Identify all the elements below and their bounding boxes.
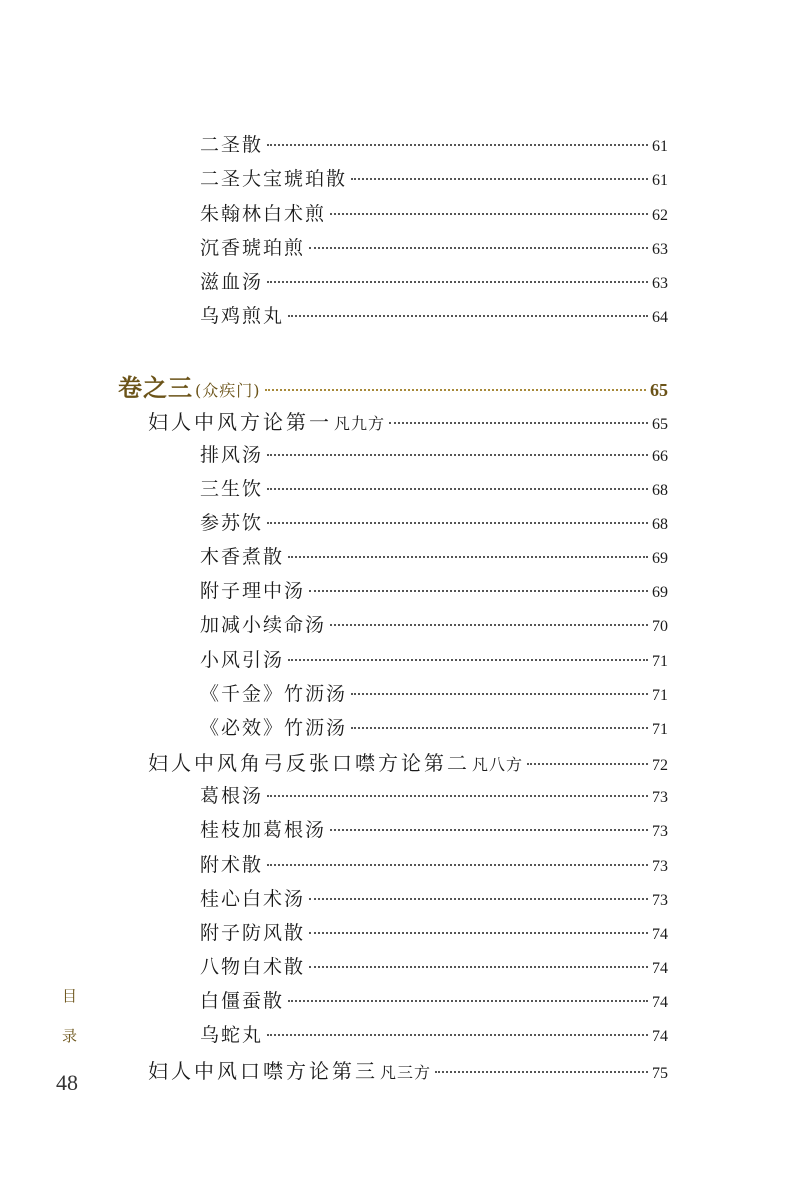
entry-page: 74 [652, 926, 668, 943]
toc-entry[interactable] [200, 576, 668, 603]
entry-page: 73 [652, 823, 668, 840]
entry-page: 68 [652, 516, 668, 533]
entry-page: 73 [652, 858, 668, 875]
toc-entry[interactable] [200, 645, 668, 672]
toc-entry[interactable] [200, 440, 668, 467]
toc-section[interactable] [148, 1055, 668, 1084]
entry-title: 参苏饮 [200, 512, 264, 534]
toc-entry[interactable] [200, 781, 668, 808]
dot-leader [309, 898, 648, 900]
dot-leader [267, 488, 648, 490]
section-note: 凡三方 [380, 1063, 432, 1082]
entry-page: 62 [652, 207, 668, 224]
entry-title: 附子理中汤 [200, 580, 306, 602]
dot-leader [267, 144, 648, 146]
toc-entry[interactable] [200, 267, 668, 294]
entry-title: 小风引汤 [200, 649, 285, 671]
dot-leader [288, 556, 648, 558]
entry-title: 《千金》竹沥汤 [200, 683, 348, 705]
entry-title: 朱翰林白术煎 [200, 203, 327, 225]
entry-page: 71 [652, 687, 668, 704]
entry-title: 加减小续命汤 [200, 614, 327, 636]
entry-page: 63 [652, 275, 668, 292]
dot-leader [267, 795, 648, 797]
entry-title: 桂心白术汤 [200, 888, 306, 910]
entry-page: 61 [652, 138, 668, 155]
dot-leader [330, 624, 648, 626]
toc-entry[interactable] [200, 713, 668, 740]
entry-title: 八物白术散 [200, 956, 306, 978]
entry-page: 69 [652, 550, 668, 567]
dot-leader [265, 389, 647, 391]
volume-page: 65 [650, 380, 668, 400]
entry-page: 64 [652, 309, 668, 326]
entry-title: 排风汤 [200, 444, 264, 466]
toc-entry[interactable] [200, 301, 668, 328]
section-note: 凡九方 [334, 414, 386, 433]
entry-page: 71 [652, 653, 668, 670]
entry-page: 66 [652, 448, 668, 465]
entry-page: 68 [652, 482, 668, 499]
toc-entry[interactable] [200, 542, 668, 569]
entry-title: 二圣散 [200, 134, 264, 156]
section-page: 72 [652, 757, 668, 774]
dot-leader [309, 966, 648, 968]
dot-leader [330, 213, 648, 215]
entry-title: 滋血汤 [200, 271, 264, 293]
dot-leader [309, 590, 648, 592]
entry-page: 69 [652, 584, 668, 601]
page-number: 48 [56, 1070, 78, 1095]
entry-title: 二圣大宝琥珀散 [200, 168, 348, 190]
entry-page: 74 [652, 1028, 668, 1045]
volume-title: 卷之三 [118, 373, 193, 402]
side-label-lu: 录 [62, 1027, 78, 1045]
toc-volume-heading[interactable] [118, 368, 668, 403]
entry-title: 木香煮散 [200, 546, 285, 568]
dot-leader [288, 659, 648, 661]
toc-entry[interactable] [200, 164, 668, 191]
section-title: 妇人中风方论第一 [148, 410, 332, 434]
toc-entry[interactable] [200, 952, 668, 979]
dot-leader [330, 829, 648, 831]
dot-leader [288, 315, 648, 317]
entry-page: 74 [652, 994, 668, 1011]
toc-entry[interactable] [200, 1020, 668, 1047]
toc-entry[interactable] [200, 474, 668, 501]
dot-leader [351, 178, 648, 180]
toc-entry[interactable] [200, 679, 668, 706]
toc-section[interactable] [148, 747, 668, 776]
toc-entry[interactable] [200, 986, 668, 1013]
entry-title: 葛根汤 [200, 785, 264, 807]
dot-leader [309, 247, 648, 249]
entry-title: 桂枝加葛根汤 [200, 819, 327, 841]
dot-leader [267, 454, 648, 456]
dot-leader [267, 281, 648, 283]
dot-leader [267, 522, 648, 524]
toc-entry[interactable] [200, 884, 668, 911]
dot-leader [435, 1071, 648, 1073]
entry-page: 63 [652, 241, 668, 258]
entry-page: 73 [652, 892, 668, 909]
entry-title: 白僵蚕散 [200, 990, 285, 1012]
dot-leader [309, 932, 648, 934]
entry-page: 74 [652, 960, 668, 977]
section-page: 75 [652, 1065, 668, 1082]
toc-entry[interactable] [200, 815, 668, 842]
entry-page: 71 [652, 721, 668, 738]
toc-entry[interactable] [200, 508, 668, 535]
entry-title: 沉香琥珀煎 [200, 237, 306, 259]
section-title: 妇人中风角弓反张口噤方论第二 [148, 751, 470, 775]
entry-title: 《必效》竹沥汤 [200, 717, 348, 739]
toc-entry[interactable] [200, 199, 668, 226]
entry-title: 附术散 [200, 854, 264, 876]
section-note: 凡八方 [472, 755, 524, 774]
entry-page: 73 [652, 789, 668, 806]
toc-entry[interactable] [200, 850, 668, 877]
entry-title: 附子防风散 [200, 922, 306, 944]
dot-leader [527, 763, 648, 765]
entry-page: 70 [652, 618, 668, 635]
volume-note: (众疾门) [195, 381, 261, 400]
section-title: 妇人中风口噤方论第三 [148, 1059, 378, 1083]
entry-page: 61 [652, 172, 668, 189]
entry-title: 乌蛇丸 [200, 1024, 264, 1046]
toc-section[interactable] [148, 406, 668, 435]
dot-leader [288, 1000, 648, 1002]
entry-title: 乌鸡煎丸 [200, 305, 285, 327]
toc-entry[interactable] [200, 233, 668, 260]
section-page: 65 [652, 416, 668, 433]
dot-leader [351, 693, 648, 695]
dot-leader [267, 1034, 648, 1036]
dot-leader [351, 727, 648, 729]
toc-entry[interactable] [200, 918, 668, 945]
dot-leader [267, 864, 648, 866]
dot-leader [389, 422, 648, 424]
entry-title: 三生饮 [200, 478, 264, 500]
toc-entry[interactable] [200, 130, 668, 157]
toc-entry[interactable] [200, 610, 668, 637]
side-label-mu: 目 [62, 987, 78, 1005]
